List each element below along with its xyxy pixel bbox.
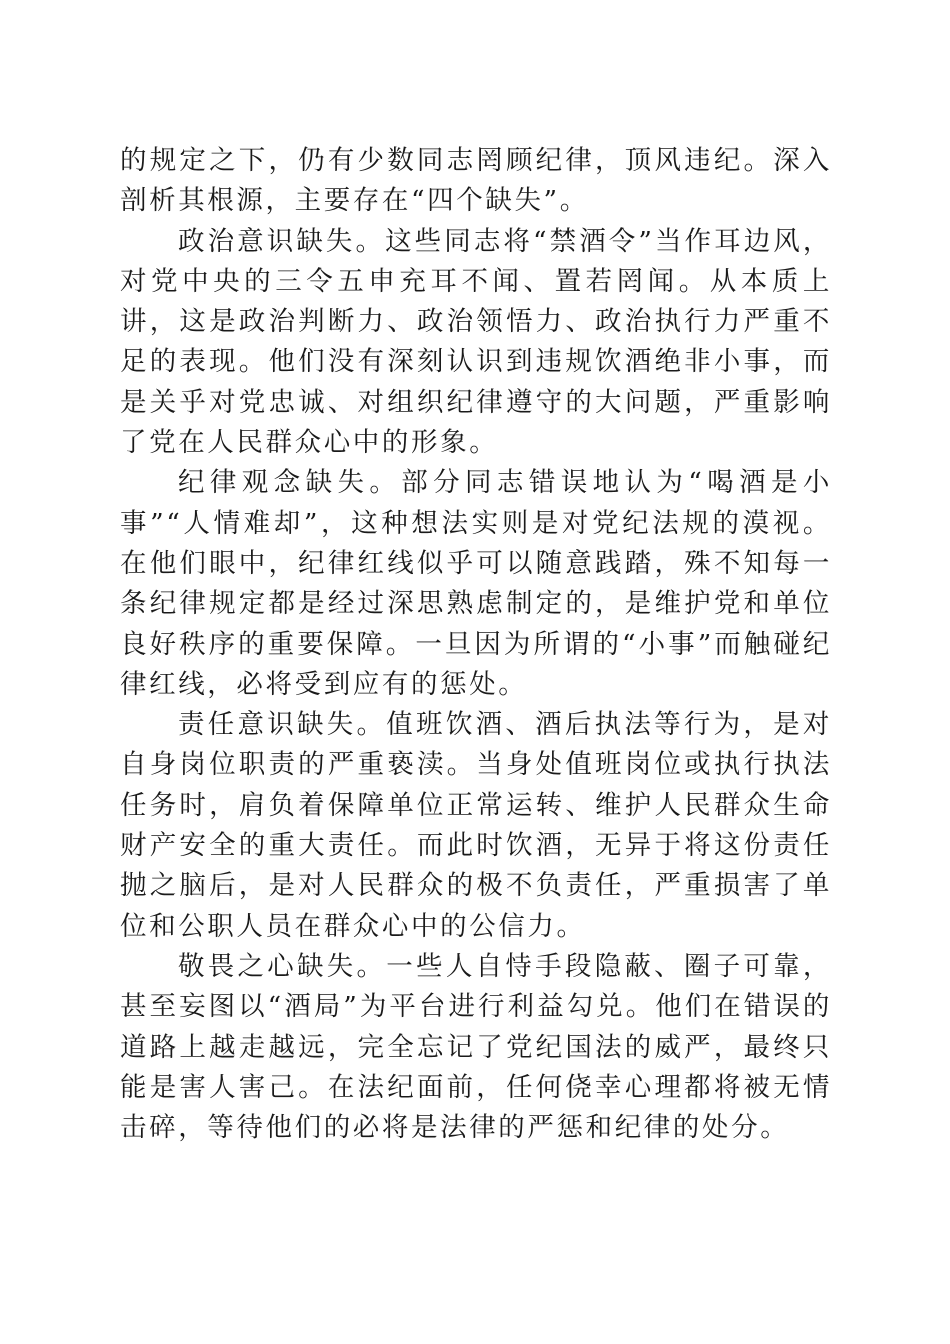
paragraph-discipline-concept: 纪律观念缺失。部分同志错误地认为“喝酒是小事”“人情难却”，这种想法实则是对党纪法规的漠视。在他们眼中，纪律红线似乎可以随意践踏，殊不知每一条纪律规定都是经过深思熟虑制定的，是维护党和单位良好秩序的重要保障。一旦因为所谓的“小事”而触碰纪律红线，必将受到应有的惩处。	[120, 467, 832, 700]
document-body	[120, 141, 832, 1148]
paragraph-intro: 的规定之下，仍有少数同志罔顾纪律，顶风违纪。深入剖析其根源，主要存在“四个缺失”。	[120, 145, 832, 217]
paragraph-political-awareness: 政治意识缺失。这些同志将“禁酒令”当作耳边风，对党中央的三令五申充耳不闻、置若罔闻。从本质上讲，这是政治判断力、政治领悟力、政治执行力严重不足的表现。他们没有深刻认识到违规饮酒绝非小事，而是关乎对党忠诚、对组织纪律遵守的大问题，严重影响了党在人民群众心中的形象。	[120, 225, 832, 459]
paragraph-reverence: 敬畏之心缺失。一些人自恃手段隐蔽、圈子可靠，甚至妄图以“酒局”为平台进行利益勾兑。他们在错误的道路上越走越远，完全忘记了党纪国法的威严，最终只能是害人害己。在法纪面前，任何侥幸心理都将被无情击碎，等待他们的必将是法律的严惩和纪律的处分。	[120, 950, 832, 1144]
paragraph-responsibility: 责任意识缺失。值班饮酒、酒后执法等行为，是对自身岗位职责的严重亵渎。当身处值班岗位或执行执法任务时，肩负着保障单位正常运转、维护人民群众生命财产安全的重大责任。而此时饮酒，无异于将这份责任抛之脑后，是对人民群众的极不负责任，严重损害了单位和公职人员在群众心中的公信力。	[120, 709, 832, 942]
